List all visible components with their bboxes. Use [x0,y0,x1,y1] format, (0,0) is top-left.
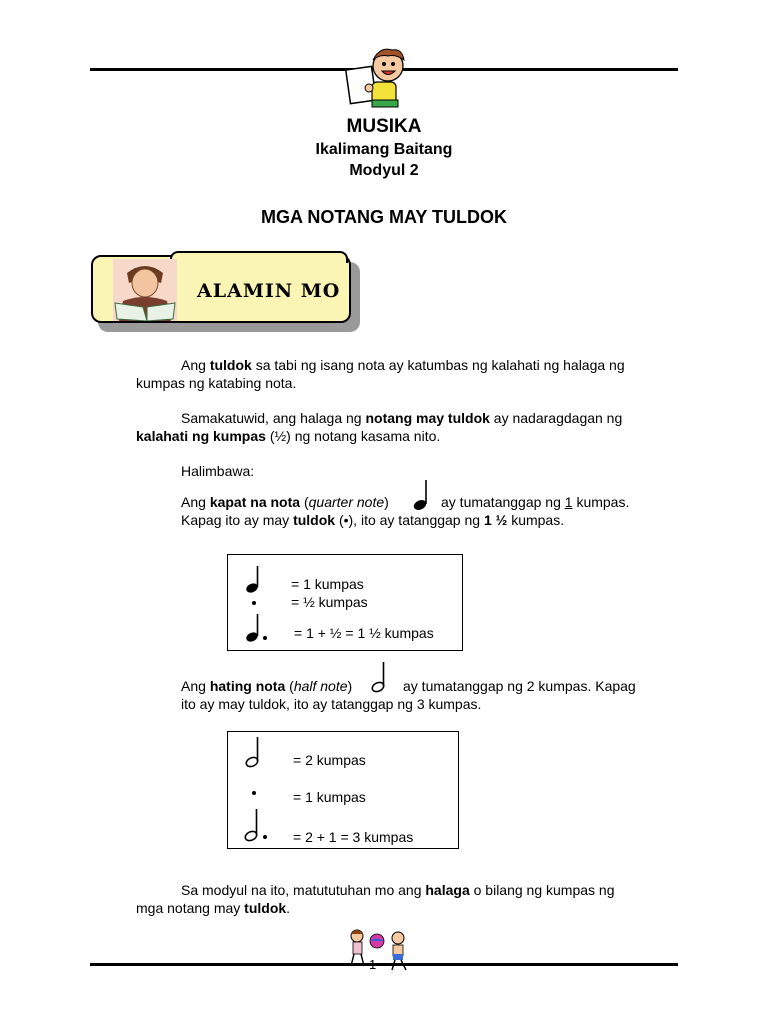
box1-quarter-note-icon [244,564,266,594]
grade-title: Ikalimang Baitang [315,141,453,158]
half-note-icon [369,660,391,694]
quarter-line1-start: Ang kapat na nota (quarter note) [181,494,389,510]
para1-line1: Ang tuldok sa tabi ng isang nota ay katumbas ng kalahati ng halaga ng [181,357,625,373]
box2-row2: = 1 kumpas [293,789,366,805]
quarter-note-icon [411,478,433,512]
bottom-rule [90,963,678,966]
reading-man-icon [113,259,177,321]
box2-half-note-icon [243,735,265,769]
closing-line1: Sa modyul na ito, matututuhan mo ang halaga o bilang ng kumpas ng [181,882,615,898]
quarter-line1-end: ay tumatanggap ng 1 kumpas. [441,494,630,510]
box2-dot-icon [250,789,258,797]
example-label: Halimbawa: [181,463,255,479]
half-line1-end: ay tumatanggap ng 2 kumpas. Kapag [403,678,636,694]
box1-dotted-quarter-note-icon [244,611,270,643]
quarter-line2: Kapag ito ay may tuldok (•), ito ay tatanggap ng 1 ½ kumpas. [181,512,565,528]
banner-tab [170,251,348,263]
para2-line2: kalahati ng kumpas (½) ng notang kasama nito. [136,428,441,444]
box1-dot-icon [250,599,258,607]
half-line2: ito ay may tuldok, ito ay tatanggap ng 3 kumpas. [181,696,482,712]
box2-dotted-half-note-icon [242,807,270,843]
reading-boy-clipart-icon [342,44,412,110]
box2-row1: = 2 kumpas [293,752,366,768]
half-line1-start: Ang hating nota (half note) [181,678,353,694]
lesson-title: MGA NOTANG MAY TULDOK [261,207,507,227]
box2-row3: = 2 + 1 = 3 kumpas [293,829,414,845]
subject-title: MUSIKA [346,116,422,137]
module-title: Modyul 2 [349,162,419,179]
page-number: 1 [369,957,377,972]
para1-line2: kumpas ng katabing nota. [136,375,297,391]
box1-row1: = 1 kumpas [291,576,364,592]
banner-label: ALAMIN MO [197,280,341,302]
closing-line2: mga notang may tuldok. [136,900,291,916]
reading-man-portrait [113,259,177,321]
kids-playing-ball-icon [344,926,416,976]
para2-line1: Samakatuwid, ang halaga ng notang may tuldok ay nadaragdagan ng [181,410,623,426]
box1-row2: = ½ kumpas [291,594,368,610]
box1-row3: = 1 + ½ = 1 ½ kumpas [294,625,434,641]
